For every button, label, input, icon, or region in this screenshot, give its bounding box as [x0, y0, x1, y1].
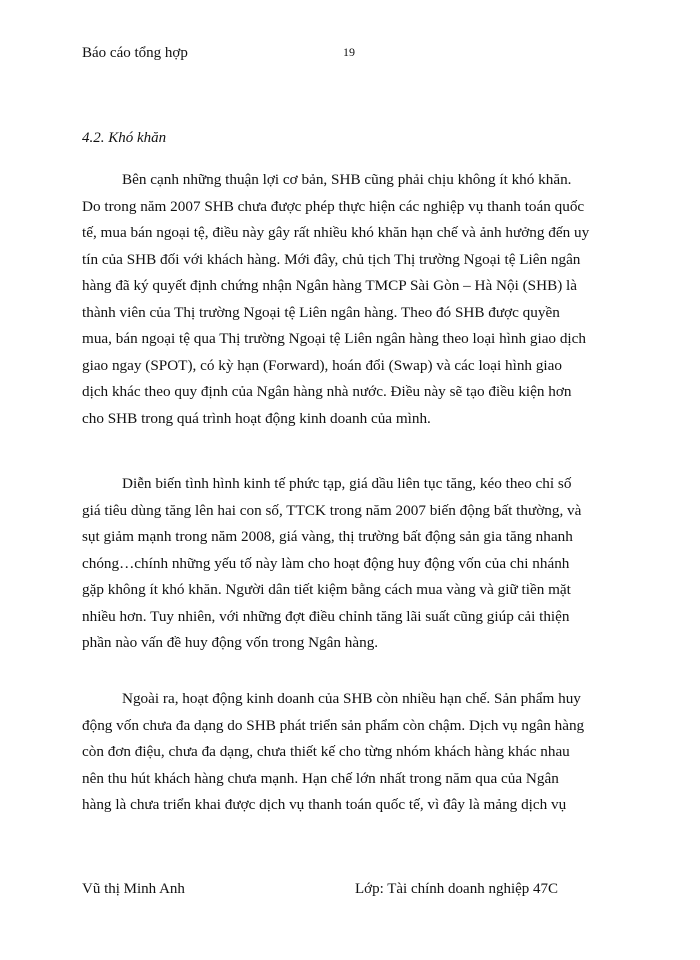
paragraph-line: thành viên của Thị trường Ngoại tệ Liên ngân hàng. Theo đó SHB được quyền — [82, 303, 560, 321]
footer-class-info: Lớp: Tài chính doanh nghiệp 47C — [355, 881, 559, 897]
paragraph-line: mua, bán ngoại tệ qua Thị trường Ngoại tệ Liên ngân hàng theo loại hình giao dịch — [82, 330, 586, 347]
paragraph-line: sụt giảm mạnh trong năm 2008, giá vàng, thị trường bất động sản gia tăng nhanh — [82, 528, 573, 545]
header-title: Báo cáo tổng hợp — [82, 45, 188, 61]
paragraph-line: giao ngay (SPOT), có kỳ hạn (Forward), hoán đổi (Swap) và các loại hình giao — [82, 356, 562, 374]
paragraph-line: Ngoài ra, hoạt động kinh doanh của SHB còn nhiều hạn chế. Sản phẩm huy — [122, 690, 581, 707]
page-number: 19 — [343, 45, 355, 59]
paragraph-line: Do trong năm 2007 SHB chưa được phép thực hiện các nghiệp vụ thanh toán quốc — [82, 197, 585, 215]
paragraph-line: nhiều hơn. Tuy nhiên, với những đợt điều chỉnh tăng lãi suất cũng giúp cải thiện — [82, 607, 570, 625]
paragraph-line: gặp không ít khó khăn. Người dân tiết kiệm bằng cách mua vàng và giữ tiền mặt — [82, 581, 571, 598]
paragraph-line: phần nào vấn đề huy động vốn trong Ngân hàng. — [82, 634, 379, 651]
paragraph-line: chóng…chính những yếu tố này làm cho hoạt động huy động vốn của chi nhánh — [82, 554, 570, 572]
paragraph-line: động vốn chưa đa dạng do SHB phát triển sản phẩm còn chậm. Dịch vụ ngân hàng — [82, 716, 585, 734]
paragraph-line: giá tiêu dùng tăng lên hai con số, TTCK trong năm 2007 biến động bất thường, và — [82, 501, 582, 519]
paragraph-line: tín của SHB đối với khách hàng. Mới đây, chủ tịch Thị trường Ngoại tệ Liên ngân — [82, 250, 581, 268]
paragraph-line: hàng đã ký quyết định chứng nhận Ngân hàng TMCP Sài Gòn – Hà Nội (SHB) là — [82, 277, 578, 294]
footer-author: Vũ thị Minh Anh — [82, 881, 185, 897]
paragraph-1 — [82, 167, 616, 432]
paragraph-line: hàng là chưa triển khai được dịch vụ thanh toán quốc tế, vì đây là mảng dịch vụ — [82, 796, 567, 813]
paragraph-line: nên thu hút khách hàng chưa mạnh. Hạn chế lớn nhất trong năm qua của Ngân — [82, 769, 559, 787]
paragraph-line: còn đơn điệu, chưa đa dạng, chưa thiết kế cho từng nhóm khách hàng khác nhau — [82, 743, 570, 760]
paragraph-line: dịch khác theo quy định của Ngân hàng nhà nước. Điều này sẽ tạo điều kiện hơn — [82, 383, 572, 400]
paragraph-line: tế, mua bán ngoại tệ, điều này gây rất nhiều khó khăn hạn chế và ảnh hưởng đến uy — [82, 224, 590, 241]
paragraph-line: Bên cạnh những thuận lợi cơ bản, SHB cũng phải chịu không ít khó khăn. — [122, 171, 572, 188]
paragraph-2 — [82, 471, 616, 657]
paragraph-line: cho SHB trong quá trình hoạt động kinh doanh của mình. — [82, 409, 431, 427]
paragraph-line: Diễn biến tình hình kinh tế phức tạp, giá dầu liên tục tăng, kéo theo chỉ số — [122, 475, 572, 492]
section-heading: 4.2. Khó khăn — [82, 130, 167, 146]
paragraph-3 — [82, 686, 616, 819]
